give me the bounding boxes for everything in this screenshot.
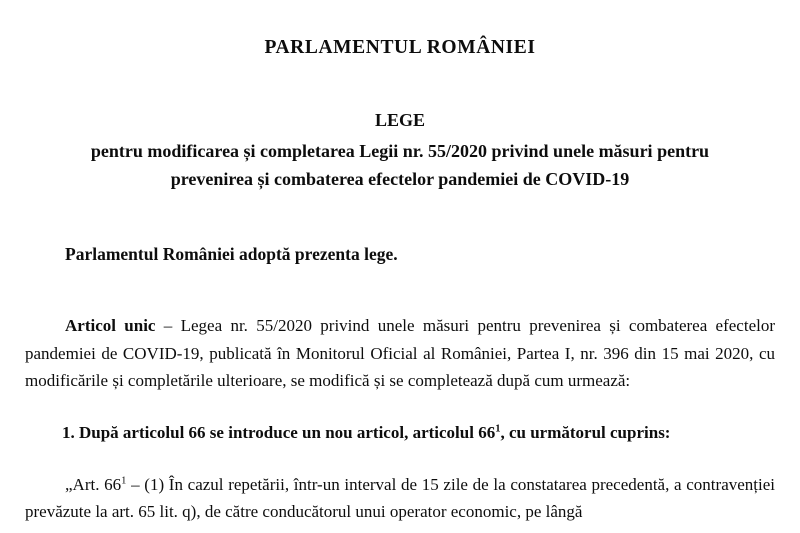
quoted-article-superscript: 1 <box>121 474 127 486</box>
amendment-item-1-text-before: 1. După articolul 66 se introduce un nou articol, articolul 66 <box>62 422 496 442</box>
adoption-statement: Parlamentul României adoptă prezenta lege. <box>65 243 398 264</box>
law-subtitle-line-1: pentru modificarea și completarea Legii nr. 55/2020 privind unele măsuri pentru <box>90 140 710 161</box>
article-unic-text: – Legea nr. 55/2020 privind unele măsuri pentru prevenirea și combaterea efectelor pandemiei de COVID-19, publicată în Monitorul Oficial al României, Partea I, nr. 396 din 15 mai 2020, cu modificările și completările ulterioare, se modifică și se completează după cum urmează: <box>25 316 776 391</box>
law-subtitle-line-2: prevenirea și combaterea efectelor pandemiei de COVID-19 <box>170 168 630 189</box>
article-unic-paragraph <box>25 266 775 395</box>
quoted-article-paragraph <box>25 445 775 526</box>
quoted-article-text-after: – (1) În cazul repetării, într-un interval de 15 zile de la constatarea precedentă, a contravenției prevăzute la art. 65 lit. q), de către conducătorul unui operator economic, pe lângă <box>25 474 775 522</box>
quoted-article-text-before: „Art. 66 <box>65 474 122 494</box>
amendment-item-1-superscript: 1 <box>495 423 501 435</box>
page-title: PARLAMENTUL ROMÂNIEI <box>264 37 536 58</box>
amendment-item-1-text-after: , cu următorul cuprins: <box>500 422 671 442</box>
law-subtitle <box>25 132 775 194</box>
article-unic-label: Articol unic <box>65 316 156 336</box>
law-heading: LEGE <box>374 110 426 131</box>
amendment-item-1-heading <box>25 395 775 445</box>
